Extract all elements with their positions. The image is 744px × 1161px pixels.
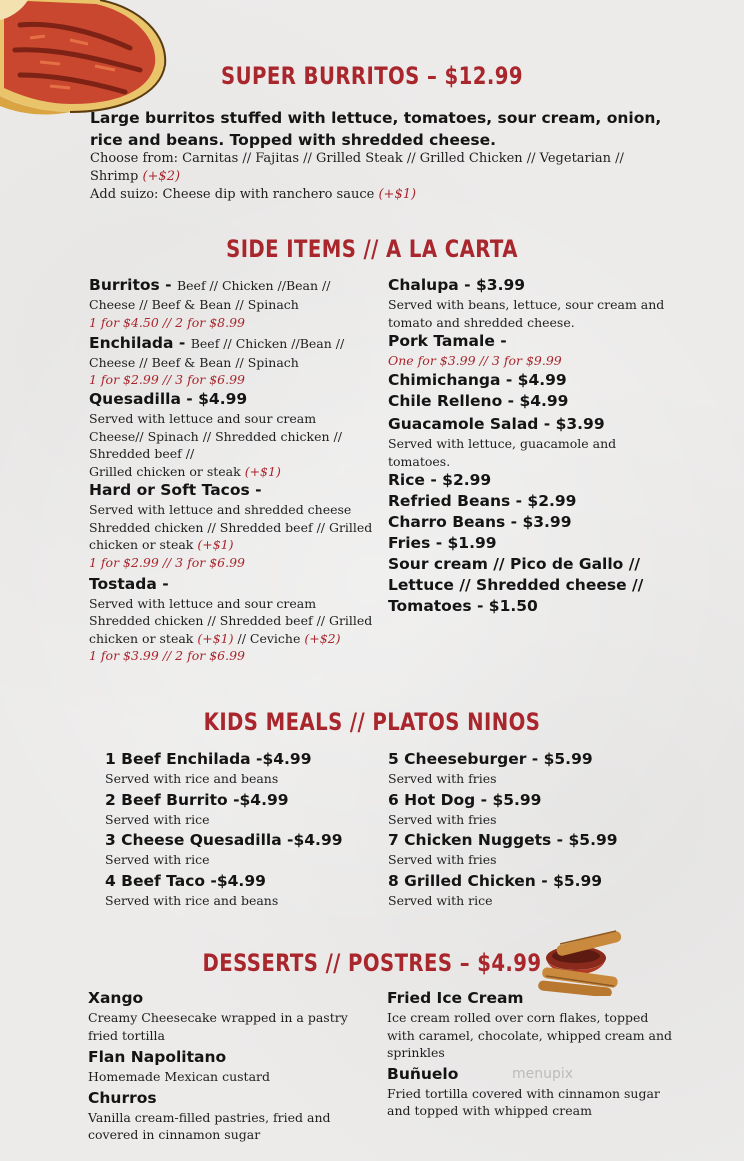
dessert-xango: Xango [88, 989, 144, 1007]
side-pork-tamale-price: One for $3.99 // 3 for $9.99 [388, 353, 562, 368]
suizo-price: (+$1) [378, 187, 417, 202]
kids-item-name: 2 Beef Burrito -$4.99 [105, 790, 289, 809]
dessert-bunuelo-desc2: and topped with whipped cream [387, 1103, 592, 1118]
side-quesadilla-desc4: Grilled chicken or steak (+$1) [89, 463, 281, 479]
side-tostada-price: 1 for $3.99 // 2 for $6.99 [89, 648, 245, 663]
side-tacos-desc3: chicken or steak (+$1) [89, 537, 234, 552]
side-extras-line1: Sour cream // Pico de Gallo // [388, 555, 641, 573]
side-quesadilla-desc2: Cheese// Spinach // Shredded chicken // [89, 428, 342, 444]
kids-item-name: 3 Cheese Quesadilla -$4.99 [105, 831, 343, 849]
dessert-churros-desc1: Vanilla cream-filled pastries, fried and [88, 1109, 331, 1125]
side-burritos-desc: Cheese // Beef & Bean // Spinach [89, 297, 299, 312]
dessert-ice-cream-desc1: Ice cream rolled over corn flakes, topped [387, 1010, 649, 1025]
dessert-bunuelo-desc1: Fried tortilla covered with cinnamon sugar [387, 1085, 660, 1101]
burritos-options [90, 150, 624, 204]
side-quesadilla: Quesadilla - $4.99 [89, 390, 248, 408]
side-items-right-column [388, 275, 688, 617]
side-tostada-desc1: Served with lettuce and sour cream [89, 595, 317, 611]
side-burritos-price: 1 for $4.50 // 2 for $8.99 [89, 314, 245, 330]
side-chalupa-desc1: Served with beans, lettuce, sour cream and [388, 297, 665, 312]
side-tostada: Tostada - [89, 574, 169, 593]
side-quesadilla-desc1: Served with lettuce and sour cream [89, 411, 317, 426]
kids-left-column [105, 749, 385, 909]
kids-item-name: 7 Chicken Nuggets - $5.99 [388, 831, 618, 849]
dessert-bunuelo: Buñuelo [387, 1064, 459, 1083]
side-items-left-column [89, 275, 379, 665]
burrito-illustration [0, 0, 170, 115]
dessert-fried-ice-cream: Fried Ice Cream [387, 989, 524, 1007]
burritos-choose-line2: Shrimp [90, 169, 139, 184]
kids-item-name: 6 Hot Dog - $5.99 [388, 790, 542, 809]
side-guacamole-desc2: tomatoes. [388, 453, 451, 469]
kids-item-desc: Served with rice [105, 852, 210, 867]
desserts-right-column [387, 988, 707, 1120]
kids-item-desc: Served with fries [388, 811, 497, 827]
side-rice: Rice - $2.99 [388, 471, 492, 489]
dessert-flan: Flan Napolitano [88, 1048, 227, 1066]
side-tacos-desc1: Served with lettuce and shredded cheese [89, 502, 352, 517]
side-tacos: Hard or Soft Tacos - [89, 481, 262, 499]
burritos-choose-line1: Choose from: Carnitas // Fajitas // Grilled Steak // Grilled Chicken // Vegetarian // [90, 151, 624, 166]
kids-item-desc: Served with rice [388, 892, 493, 908]
desserts-left-column [88, 988, 378, 1144]
kids-right-column [388, 749, 688, 909]
suizo-text: Add suizo: Cheese dip with ranchero sauce [90, 187, 375, 202]
desserts-heading: DESSERTS // POSTRES – $4.99 [202, 949, 542, 977]
dessert-ice-cream-desc3: sprinkles [387, 1045, 445, 1060]
side-charro-beans: Charro Beans - $3.99 [388, 513, 572, 531]
side-quesadilla-desc3: Shredded beef // [89, 446, 195, 461]
kids-item-name: 8 Grilled Chicken - $5.99 [388, 871, 603, 890]
kids-item-desc: Served with rice [105, 811, 210, 827]
side-refried-beans: Refried Beans - $2.99 [388, 492, 577, 510]
dessert-churros: Churros [88, 1088, 157, 1107]
side-tostada-desc2: Shredded chicken // Shredded beef // Grilled [89, 613, 373, 628]
burritos-desc-line2: rice and beans. Topped with shredded cheese. [90, 131, 496, 149]
churros-illustration [536, 926, 628, 996]
dessert-ice-cream-desc2: with caramel, chocolate, whipped cream and [387, 1027, 673, 1043]
dessert-flan-desc: Homemade Mexican custard [88, 1069, 270, 1084]
burritos-desc-line1: Large burritos stuffed with lettuce, tomatoes, sour cream, onion, [90, 109, 662, 127]
side-extras-line2: Lettuce // Shredded cheese // [388, 576, 644, 594]
watermark: menupix [512, 1066, 574, 1082]
side-extras-line3: Tomatoes - $1.50 [388, 597, 538, 615]
super-burritos-heading: SUPER BURRITOS – $12.99 [221, 62, 523, 90]
side-pork-tamale: Pork Tamale - [388, 332, 507, 350]
dessert-xango-desc2: fried tortilla [88, 1027, 165, 1043]
side-chimichanga: Chimichanga - $4.99 [388, 371, 567, 389]
dessert-xango-desc1: Creamy Cheesecake wrapped in a pastry [88, 1010, 348, 1025]
side-tacos-desc2: Shredded chicken // Shredded beef // Grilled [89, 519, 373, 535]
kids-item-name: 4 Beef Taco -$4.99 [105, 871, 266, 890]
burritos-description [90, 107, 661, 151]
kids-item-name: 1 Beef Enchilada -$4.99 [105, 750, 312, 768]
kids-meals-heading: KIDS MEALS // PLATOS NINOS [203, 708, 541, 736]
kids-item-desc: Served with rice and beans [105, 892, 279, 908]
side-items-heading: SIDE ITEMS // A LA CARTA [226, 235, 518, 263]
shrimp-price: (+$2) [142, 169, 181, 184]
kids-item-name: 5 Cheeseburger - $5.99 [388, 750, 593, 768]
side-enchilada-desc: Cheese // Beef & Bean // Spinach [89, 354, 299, 370]
kids-item-desc: Served with fries [388, 771, 497, 786]
side-burritos: Burritos - Beef // Chicken //Bean // [89, 276, 331, 294]
side-fries: Fries - $1.99 [388, 534, 497, 552]
side-chile-relleno: Chile Relleno - $4.99 [388, 392, 569, 410]
side-chalupa: Chalupa - $3.99 [388, 276, 526, 294]
side-enchilada: Enchilada - Beef // Chicken //Bean // [89, 333, 345, 352]
dessert-churros-desc2: covered in cinnamon sugar [88, 1127, 261, 1142]
side-tostada-desc3: chicken or steak (+$1) // Ceviche (+$2) [89, 630, 341, 646]
side-tacos-price: 1 for $2.99 // 3 for $6.99 [89, 554, 245, 570]
side-guacamole-desc1: Served with lettuce, guacamole and [388, 436, 617, 451]
kids-item-desc: Served with fries [388, 852, 497, 867]
side-enchilada-price: 1 for $2.99 // 3 for $6.99 [89, 372, 245, 387]
side-guacamole-salad: Guacamole Salad - $3.99 [388, 415, 605, 433]
side-chalupa-desc2: tomato and shredded cheese. [388, 314, 575, 330]
kids-item-desc: Served with rice and beans [105, 771, 279, 786]
